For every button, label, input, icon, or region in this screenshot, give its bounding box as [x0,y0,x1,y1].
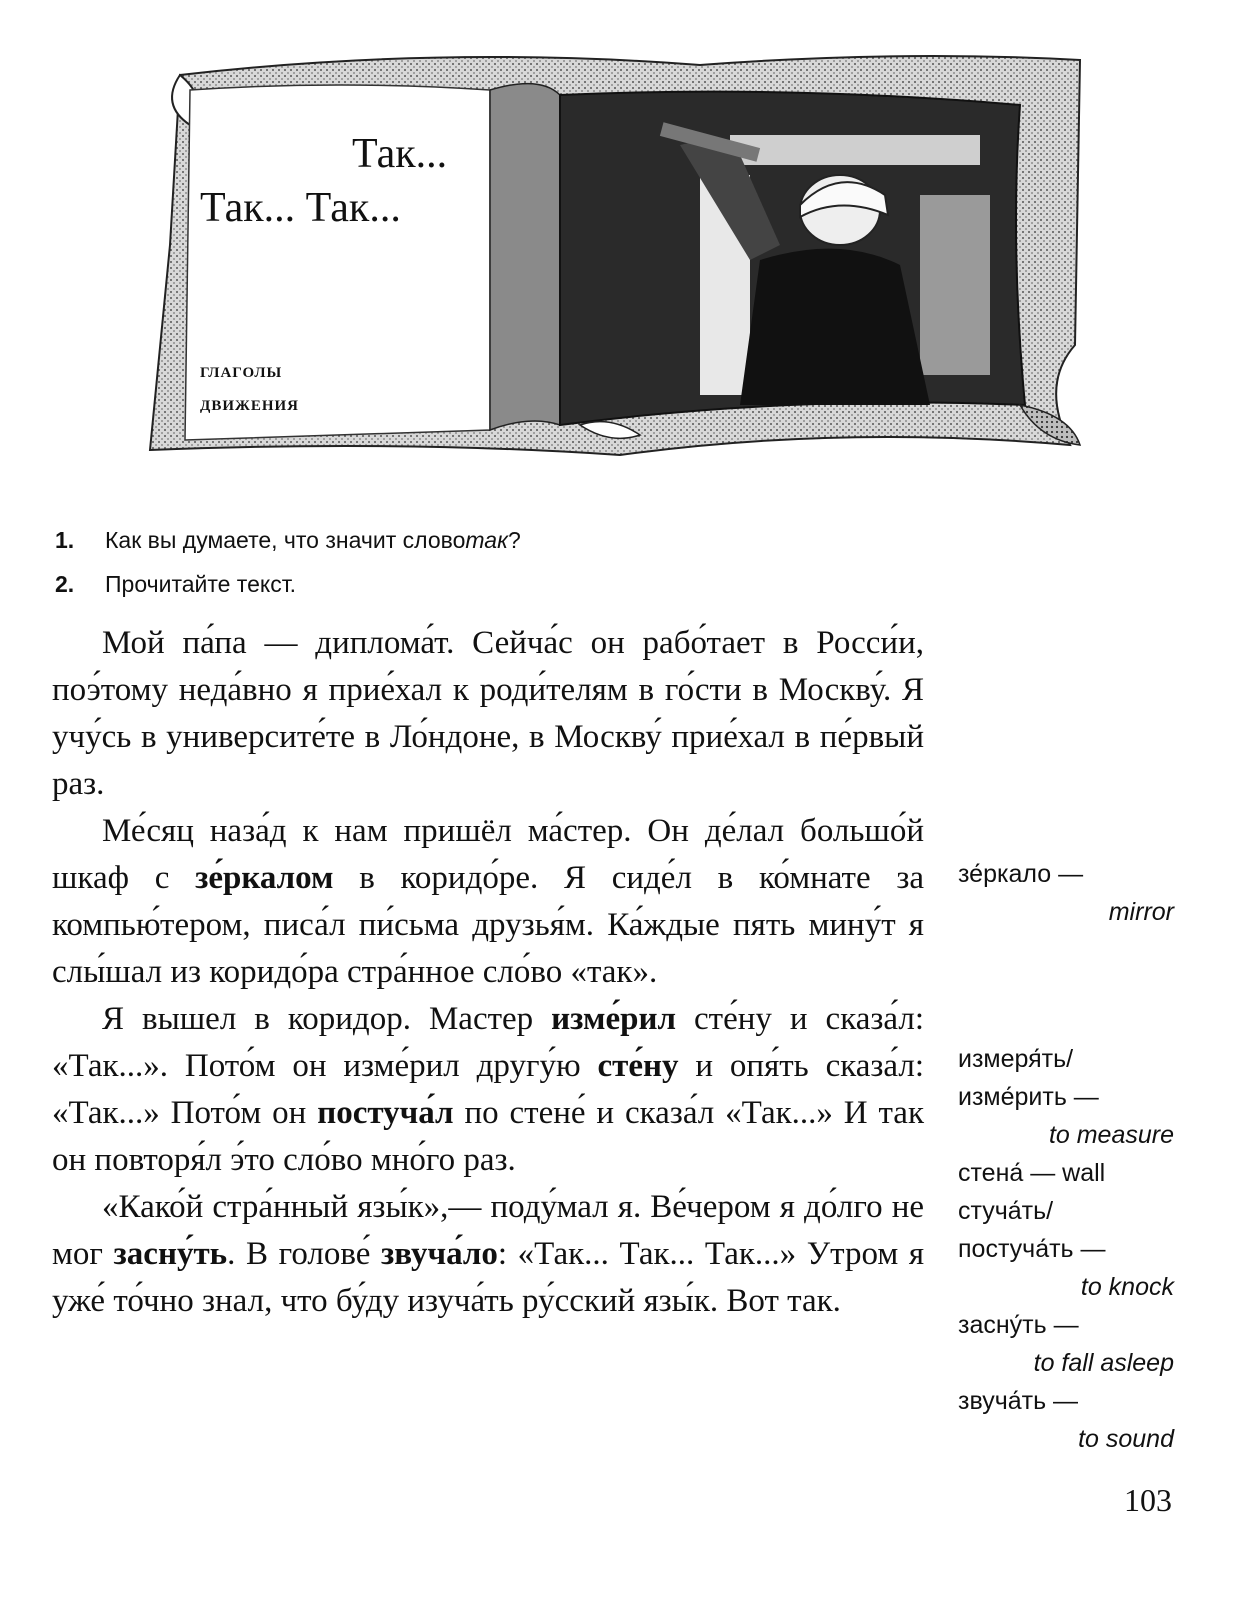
question-item [55,518,521,562]
bold-vocab-word: сте́ну [597,1048,679,1084]
chapter-subtitle-line2: движения [200,390,299,415]
text-segment: . В голове́ [227,1236,381,1272]
text-segment: сте́ну и сказа́л: «Так...». Пото́м он изме́рил другу́ю [52,1001,924,1084]
chapter-title-line2: Так... Так... [200,185,401,231]
text-segment: по стене́ и сказа́л «Так...» И так он повторя́л э́то сло́во мно́го раз. [52,1095,924,1178]
page-number: 103 [1124,1482,1172,1518]
bold-vocab-word: постуча́л [317,1095,454,1131]
glossary-term: стена́ — wall [958,1159,1106,1187]
bold-vocab-word: изме́рил [551,1001,676,1037]
glossary-term: стуча́ть/ [958,1197,1054,1225]
bold-vocab-word: засну́ть [113,1236,228,1272]
chapter-banner [140,45,1100,475]
question-text: Прочитайте текст. [105,570,297,597]
text-segment: в коридо́ре. Я сиде́л в ко́мнате за компью́тером, писа́л пи́сьма друзья́м. Ка́ждые пять мину́т я слы́шал из коридо́ра стра́нное сло́во «так». [52,860,925,990]
bold-vocab-word: зе́ркалом [195,860,334,896]
glossary-translation: to measure [1048,1121,1174,1149]
question-text-end: ? [507,526,521,553]
question-item [55,562,521,606]
text-paragraph [52,1184,924,1325]
text-segment: Я вышел в коридор. Мастер [102,1001,552,1037]
glossary-term: звуча́ть — [958,1387,1079,1415]
text-paragraph [52,808,924,996]
question-number: 1. [55,526,75,553]
glossary-translation: to fall asleep [1033,1349,1174,1377]
glossary-translation: to knock [1080,1273,1174,1301]
glossary-term: засну́ть — [958,1311,1079,1339]
text-segment: «Како́й стра́нный язы́к»,— поду́мал я. Ве́чером я до́лго не мог [52,1189,924,1272]
question-number: 2. [55,570,75,597]
question-italic-word: так [465,526,508,553]
glossary-term: зе́ркало — [958,860,1084,888]
glossary-translation: to sound [1078,1425,1174,1453]
glossary-term: измеря́ть/ [958,1045,1074,1073]
text-segment: Ме́сяц наза́д к нам пришёл ма́стер. Он де́лал большо́й шкаф с [52,813,924,896]
text-segment: Мой па́па — диплома́т. Сейча́с он рабо́тает в Росси́и, поэ́тому неда́вно я прие́хал к роди́телям в го́сти в Москву́. Я учу́сь в университе́те в Ло́ндоне, в Москву́ прие́хал в пе́рвый раз. [52,625,924,802]
chapter-subtitle [200,353,299,419]
text-segment: : «Так... Так... Так...» Утром я уже́ то́чно знал, что бу́ду изуча́ть ру́сский язы́к. Вот так. [52,1236,925,1319]
glossary-entry-mirror [958,855,1174,931]
chapter-title-line1: Так... [352,131,448,177]
bold-vocab-word: звуча́ло [381,1236,498,1272]
glossary-term: изме́рить — [958,1083,1099,1111]
chapter-subtitle-line1: глаголы [200,357,283,382]
text-paragraph [52,620,924,808]
text-segment: и опя́ть сказа́л: «Так...» Пото́м он [52,1048,925,1131]
glossary-term: постуча́ть — [958,1235,1106,1263]
exercise-questions [55,518,521,606]
glossary-translation: mirror [1108,898,1174,926]
reading-text [52,620,924,1325]
question-text: Как вы думаете, что значит слово [105,526,466,553]
text-paragraph [52,996,924,1184]
glossary-block [958,1040,1174,1458]
